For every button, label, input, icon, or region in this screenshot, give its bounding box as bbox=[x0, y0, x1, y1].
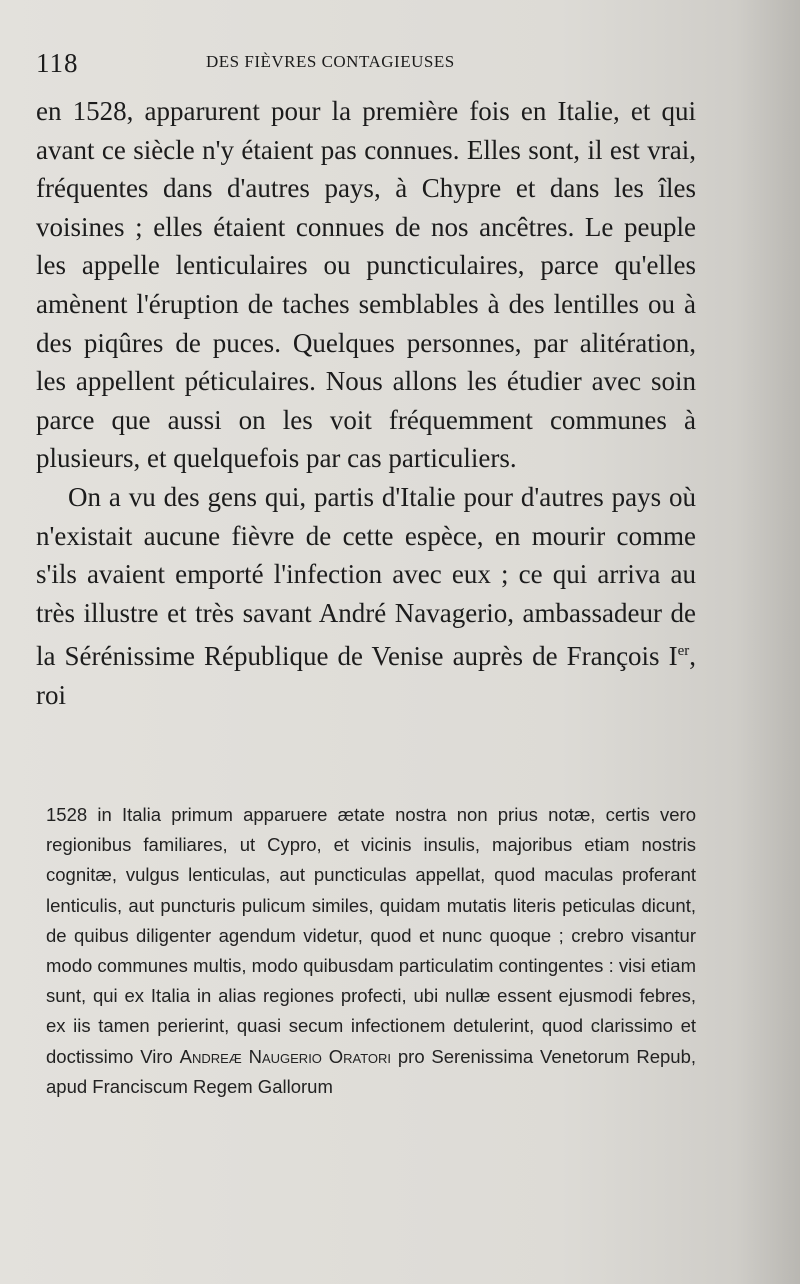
footnote-paragraph bbox=[46, 800, 696, 1102]
main-paragraph-2 bbox=[36, 478, 696, 715]
footnote-text-before: 1528 in Italia primum apparuere ætate nostra non prius notæ, certis vero regionibus familiares, ut Cypro, et vicinis insulis, majoribus etiam nostris cognitæ, vulgus lenticulas, aut puncticulas appellat, quod maculas proferant lenticulis, aut puncturis pulicum similes, quidam mutatis literis peticulas dicunt, de quibus diligenter agendum videtur, quod et nunc quoque ; crebro visantur modo communes multis, modo quibusdam particulatim contingentes : visi etiam sunt, qui ex Italia in alias regiones profecti, ubi nullæ essent ejusmodi febres, ex iis tamen perierint, quasi secum infectionem detulerint, quod clarissimo et doctissimo Viro bbox=[46, 804, 696, 1067]
main-text bbox=[36, 92, 696, 715]
footnote bbox=[46, 800, 696, 1102]
main-paragraph-1: en 1528, apparurent pour la première fois en Italie, et qui avant ce siècle n'y étaient pas connues. Elles sont, il est vrai, fréquentes dans d'autres pays, à Chypre et dans les îles voisines ; elles étaient connues de nos ancêtres. Le peuple les appelle lenticulaires ou puncticulaires, parce qu'elles amènent l'éruption de taches semblables à des lentilles ou à des piqûres de puces. Quelques personnes, par alitération, les appellent péticulaires. Nous allons les étudier avec soin parce que aussi on les voit fréquemment communes à plusieurs, et quelquefois par cas particuliers. bbox=[36, 96, 696, 474]
superscript-er: er bbox=[677, 643, 690, 660]
running-title: DES FIÈVRES CONTAGIEUSES bbox=[206, 52, 455, 71]
page-header bbox=[36, 48, 696, 78]
footnote-small-caps-name: Andreæ Naugerio Oratori bbox=[179, 1045, 392, 1067]
main-paragraph-2-end: , roi bbox=[36, 641, 696, 710]
footnote-text-after: pro Serenissima Venetorum Repub, apud Franciscum Regem Gallorum bbox=[46, 1045, 696, 1097]
main-paragraph-2-text: On a vu des gens qui, partis d'Italie pour d'autres pays où n'existait aucune fièvre de cette espèce, en mourir comme s'ils avaient emporté l'infection avec eux ; ce qui arriva au très illustre et très savant André Navagerio, ambassadeur de la Sérénissime République de Venise auprès de François I bbox=[36, 481, 696, 672]
page-number: 118 bbox=[36, 48, 79, 78]
